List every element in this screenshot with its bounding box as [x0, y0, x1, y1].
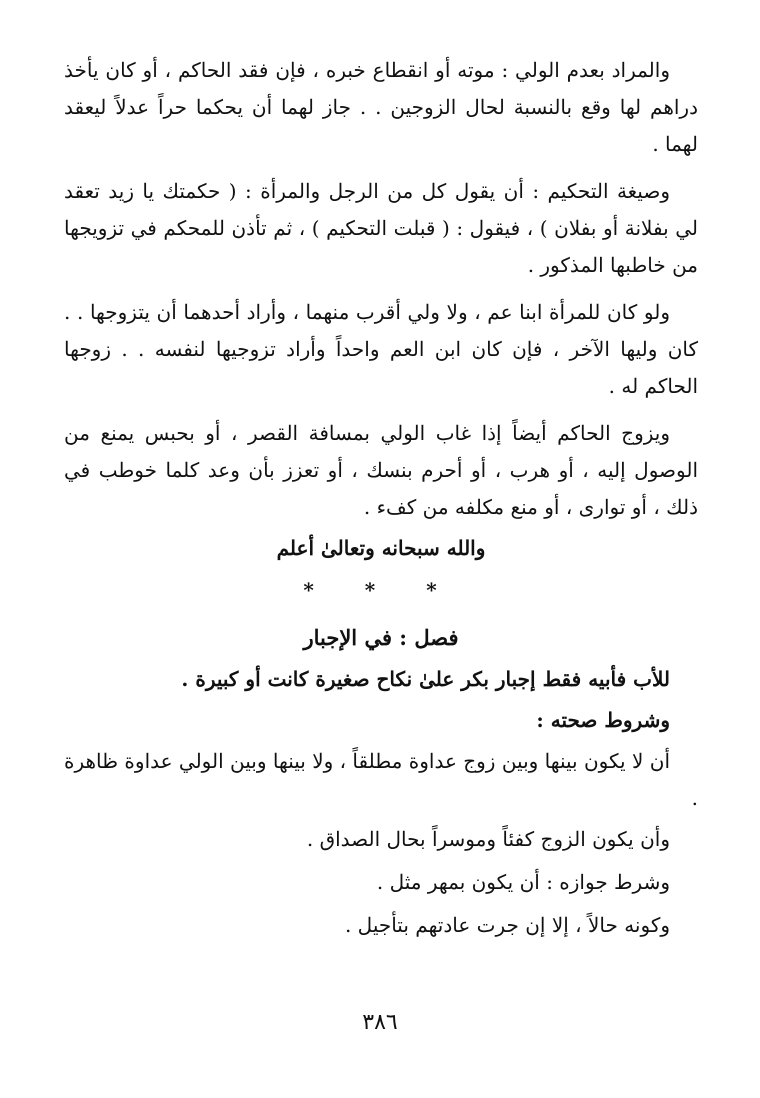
page-body	[64, 52, 698, 950]
paragraph-absence-of-guardian: والمراد بعدم الولي : موته أو انقطاع خبره ، فإن فقد الحاكم ، أو كان يأخذ دراهم لها وقع بالنسبة لحال الزوجين . . جاز لهما أن يحكما حراً عدلاً ليعقد لهما .	[64, 58, 698, 156]
permissibility-condition: وشرط جوازه : أن يكون بمهر مثل .	[376, 870, 670, 894]
paragraph-cousins: ولو كان للمرأة ابنا عم ، ولا ولي أقرب منهما ، وأراد أحدهما أن يتزوجها . . كان وليها الآخر ، فإن كان ابن العم واحداً وأراد تزوجيها لنفسه . . زوجها الحاكم له .	[64, 300, 699, 398]
paragraph-ruler-marriage: ويزوج الحاكم أيضاً إذا غاب الولي بمسافة القصر ، أو بحبس يمنع من الوصول إليه ، أو هرب ، أو أحرم بنسك ، أو تعزز بأن وعد كلما خوطب في ذلك ، أو توارى ، أو منع مكلفه من كفء .	[64, 421, 698, 519]
permissibility-extra: وكونه حالاً ، إلا إن جرت عادتهم بتأجيل .	[344, 913, 670, 937]
section-rule: للأب فأبيه فقط إجبار بكر علىٰ نكاح صغيرة كانت أو كبيرة .	[181, 667, 670, 691]
conditions-label: وشروط صحته :	[536, 708, 670, 732]
condition-item: أن لا يكون بينها وبين زوج عداوة مطلقاً ، ولا بينها وبين الولي عداوة ظاهرة .	[64, 749, 698, 810]
closing-phrase: والله سبحانه وتعالىٰ أعلم	[276, 536, 486, 560]
page-number: ٣٨٦	[362, 1010, 398, 1035]
section-heading: فصل : في الإجبار	[303, 625, 459, 650]
condition-item: وأن يكون الزوج كفئاً وموسراً بحال الصداق .	[306, 827, 670, 851]
paragraph-arbitration-formula: وصيغة التحكيم : أن يقول كل من الرجل والمرأة : ( حكمتك يا زيد تعقد لي بفلانة أو بفلان ) ، فيقول : ( قبلت التحكيم ) ، ثم تأذن للمحكم في تزويجها من خاطبها المذكور .	[64, 179, 698, 277]
section-separator: * * *	[303, 578, 459, 602]
